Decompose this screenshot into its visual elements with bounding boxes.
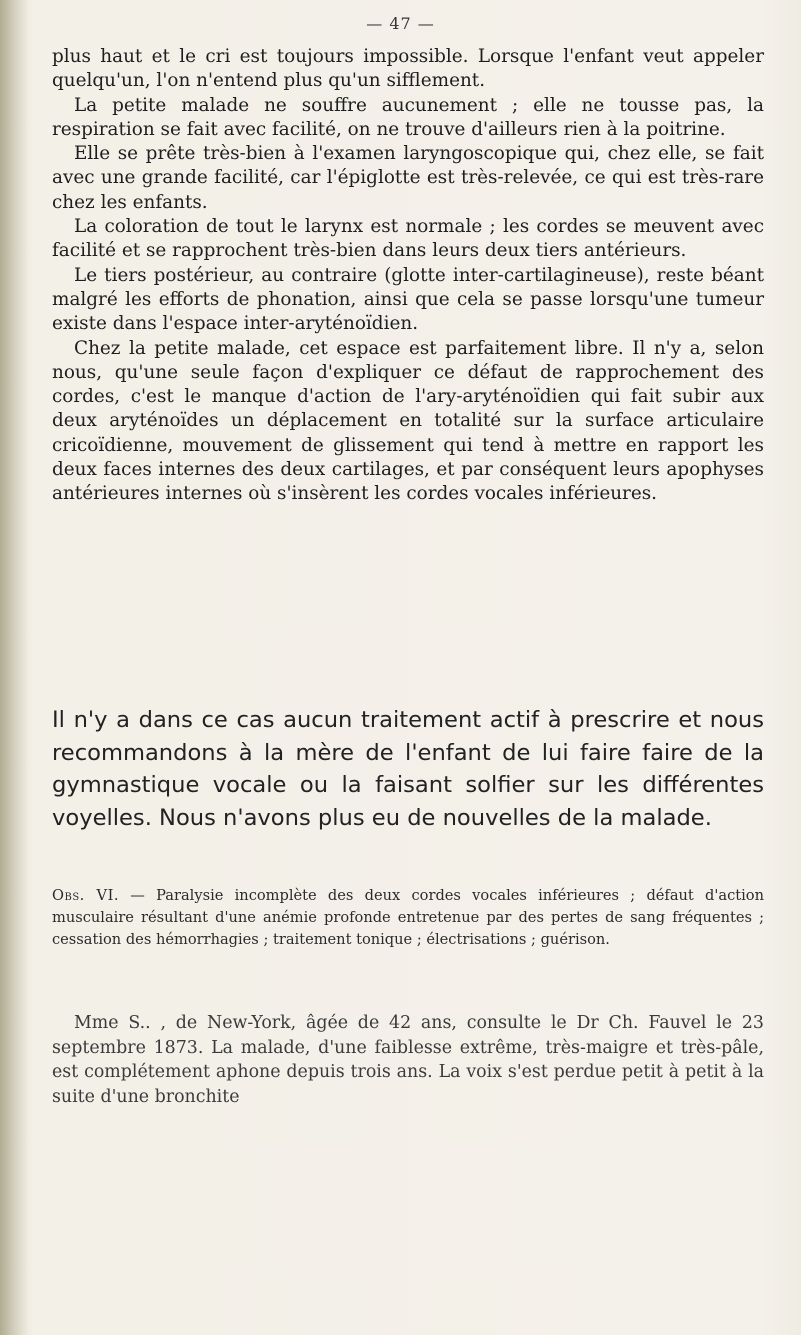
case-six-description [52,1011,764,1109]
observation-heading [52,885,764,951]
paragraph-2: La petite malade ne souffre aucunement ; elle ne tousse pas, la respiration se fait avec facilité, on ne trouve d'ailleurs rien à la poitrine. [52,94,764,140]
paragraph-5: Le tiers postérieur, au contraire (glotte inter-cartilagineuse), reste béant malgré les efforts de phonation, ainsi que cela se passe lorsqu'une tumeur existe dans l'espace inter-aryténoïdien. [52,264,764,335]
observation-text [52,885,764,951]
final-paragraph: Mme S.. , de New-York, âgée de 42 ans, consulte le Dr Ch. Fauvel le 23 septembre 1873. La malade, d'une faiblesse extrême, très-maigre et très-pâle, est complétement aphone depuis trois ans. La voix s'est perdue petit à petit à la suite d'une bronchite [52,1013,764,1107]
treatment-section [52,704,764,834]
treatment-paragraph: Il n'y a dans ce cas aucun traitement actif à prescrire et nous recommandons à la mère de l'enfant de lui faire faire de la gymnastique vocale ou la faisant solfier sur les différentes voyelles. Nous n'avons plus eu de nouvelles de la malade. [52,707,764,831]
observation-summary: — Paralysie incomplète des deux cordes vocales inférieures ; défaut d'action musculaire résultant d'une anémie profonde entretenue par des pertes de sang fréquentes ; cessation des hémorrhagies ; traitement tonique ; électrisations ; guérison. [52,887,764,948]
case-description [52,45,764,507]
observation-label: Obs. VI. [52,887,120,904]
paragraph-1: plus haut et le cri est toujours impossible. Lorsque l'enfant veut appeler quelqu'un, l'on n'entend plus qu'un sifflement. [52,46,764,92]
paragraph-6: Chez la petite malade, cet espace est parfaitement libre. Il n'y a, selon nous, qu'une seule façon d'expliquer ce défaut de rapprochement des cordes, c'est le manque d'action de l'ary-aryténoïdien qui fait subir aux deux aryténoïdes un déplacement en totalité sur la surface articulaire cricoïdienne, mouvement de glissement qui tend à mettre en rapport les deux faces internes des deux cartilages, et par conséquent leurs apophyses antérieures internes où s'insèrent les cordes vocales inférieures. [52,337,764,505]
page-number: — 47 — [366,14,435,33]
paragraph-4: La coloration de tout le larynx est normale ; les cordes se meuvent avec facilité et se rapprochent très-bien dans leurs deux tiers antérieurs. [52,216,764,262]
binding-shadow [0,0,28,1335]
paragraph-3: Elle se prête très-bien à l'examen laryngoscopique qui, chez elle, se fait avec une grande facilité, car l'épiglotte est très-relevée, ce qui est très-rare chez les enfants. [52,143,764,213]
